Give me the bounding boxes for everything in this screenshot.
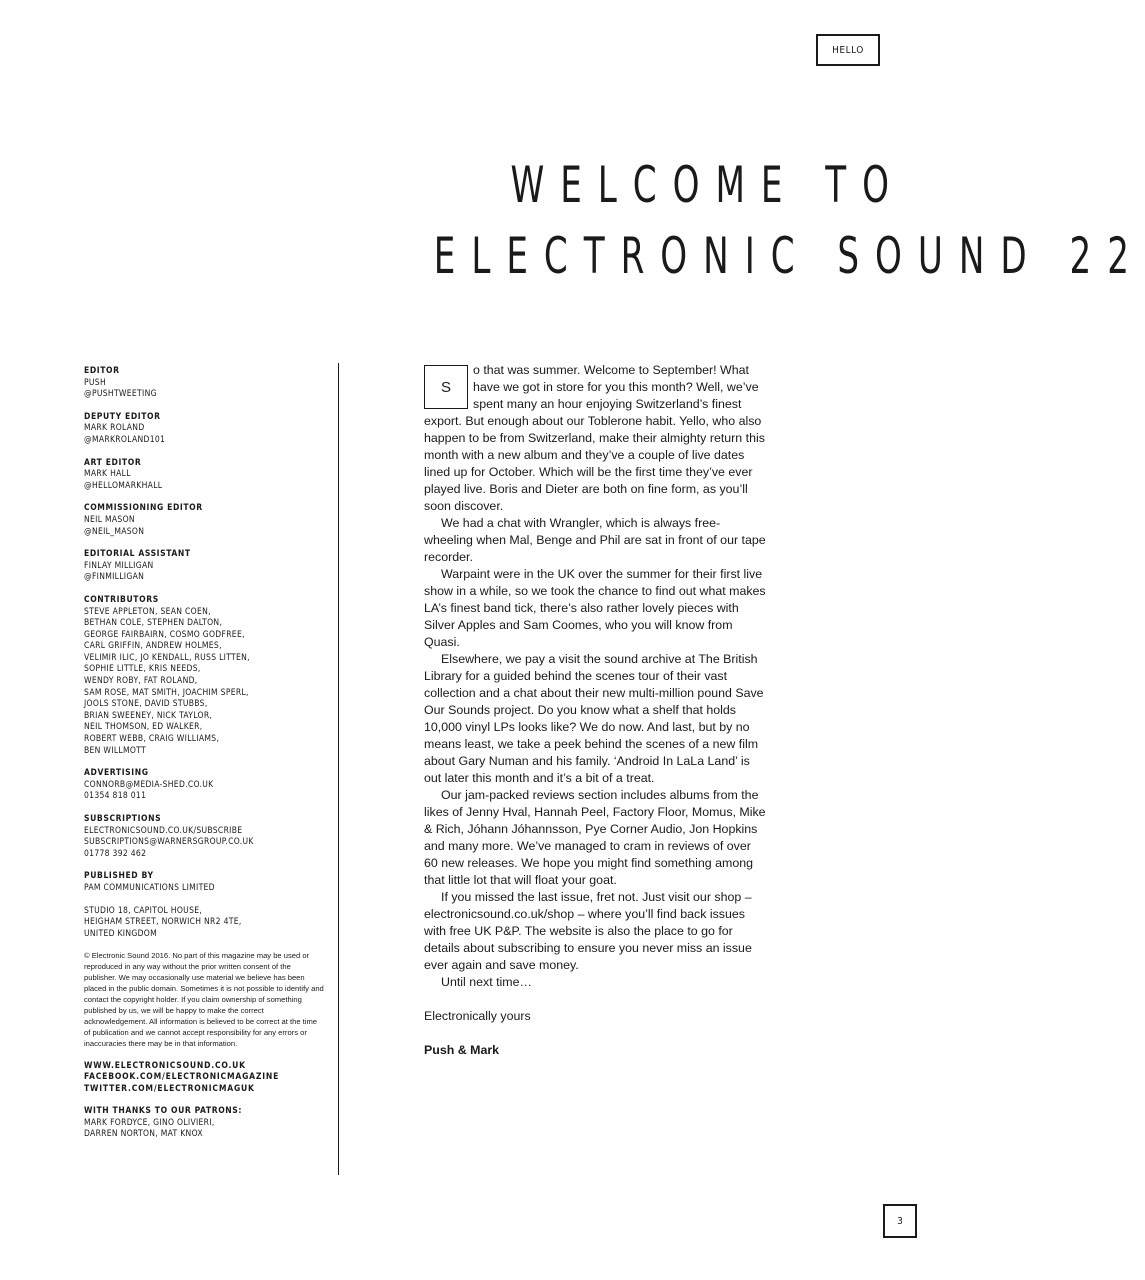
article-paragraph: Until next time… (441, 975, 532, 989)
page-title-line-2: ELECTRONIC SOUND 22 (433, 227, 1145, 285)
article-paragraph: Our jam-packed reviews section includes albums from the likes of Jenny Hval, Hannah Peel, Factory Floor, Momus, Mike & Rich, Jóhann Jóhannsson, Pye Corner Audio, Jon Hopkins and many more. We’ve managed to cram in reviews of over 60 new releases. We hope you might find something among that little lot that will float your goat. (424, 788, 766, 887)
page-title-line-1: WELCOME TO (510, 156, 905, 214)
credit-line: FINLAY MILLIGAN (84, 560, 154, 571)
article-paragraph: o that was summer. Welcome to September! What have we got in store for you this month? Well, we’ve spent many an hour enjoying Switzerland’s finest export. But enough about our Toblerone habit. Yello, who also happen to be from Switzerland, make their almighty return this month with a new album and they’ve a couple of live dates lined up for October. Which will be the first time they’ve ever played live. Boris and Dieter are both on fine form, as you’ll soon discover. (424, 363, 765, 513)
credit-line: NEIL MASON (84, 514, 135, 525)
section-tag: HELLO (816, 34, 880, 66)
credit-line: BEN WILLMOTT (84, 745, 146, 756)
credit-contributors (84, 595, 324, 757)
credit-advertising (84, 768, 324, 803)
credit-line: MARK FORDYCE, GINO OLIVIERI, (84, 1117, 215, 1128)
publisher-address (84, 906, 324, 941)
credit-line: 01354 818 011 (84, 791, 147, 802)
credit-art-editor (84, 458, 324, 493)
credit-line: MARK HALL (84, 469, 131, 480)
drop-cap: S (424, 365, 468, 409)
address-line: HEIGHAM STREET, NORWICH NR2 4TE, (84, 917, 242, 928)
credit-published-by (84, 871, 324, 894)
credit-line: DARREN NORTON, MAT KNOX (84, 1129, 203, 1140)
page-title (433, 150, 1145, 292)
credit-line: @MARKROLAND101 (84, 434, 166, 445)
address-line: UNITED KINGDOM (84, 928, 158, 939)
page-number: 3 (883, 1204, 917, 1238)
credit-editorial-assistant (84, 549, 324, 584)
credit-line: PAM COMMUNICATIONS LIMITED (84, 882, 215, 893)
credit-line: @NEIL_MASON (84, 526, 145, 537)
credit-role: COMMISSIONING EDITOR (84, 503, 203, 514)
credit-line: GEORGE FAIRBAIRN, COSMO GODFREE, (84, 629, 245, 640)
credit-commissioning-editor (84, 503, 324, 538)
credit-role: ART EDITOR (84, 457, 142, 468)
credit-line: MARK ROLAND (84, 423, 145, 434)
credit-subscriptions (84, 814, 324, 860)
credit-patrons (84, 1106, 324, 1141)
credit-role: WITH THANKS TO OUR PATRONS: (84, 1106, 243, 1117)
credit-line: WENDY ROBY, FAT ROLAND, (84, 676, 198, 687)
article-paragraph: Elsewhere, we pay a visit the sound archive at The British Library for a guided behind the scenes tour of their vast collection and a chat about their new multi-million pound Save Our Sounds project. Do you know what a shelf that holds 10,000 vinyl LPs looks like? We do now. And last, but by no means least, we take a peek behind the scenes of a new film about Gary Numan and his family. ‘Android In LaLa Land’ is out later this month and it’s a bit of a treat. (424, 652, 764, 785)
article-paragraph: We had a chat with Wrangler, which is always free-wheeling when Mal, Benge and Phil are sat in front of our tape recorder. (424, 516, 766, 564)
credit-editor (84, 366, 324, 401)
credit-role: CONTRIBUTORS (84, 594, 159, 605)
credit-line: JOOLS STONE, DAVID STUBBS, (84, 699, 208, 710)
credit-line: STEVE APPLETON, SEAN COEN, (84, 606, 211, 617)
credit-line: VELIMIR ILIC, JO KENDALL, RUSS LITTEN, (84, 652, 250, 663)
article-paragraph: Warpaint were in the UK over the summer for their first live show in a while, so we took the chance to find out what makes LA’s finest band tick, there’s also rather lovely pieces with Silver Apples and Sam Coomes, who you will know from Quasi. (424, 567, 766, 649)
website-link[interactable]: WWW.ELECTRONICSOUND.CO.UK (84, 1060, 246, 1071)
address-line: STUDIO 18, CAPITOL HOUSE, (84, 905, 203, 916)
article-paragraph: If you missed the last issue, fret not. Just visit our shop – electronicsound.co.uk/shop – where you’ll find back issues with free UK P&P. The website is also the place to go for details about subscribing to ensure you never miss an issue ever again and save money. (424, 890, 752, 972)
credit-role: SUBSCRIPTIONS (84, 814, 162, 824)
credit-role: ADVERTISING (84, 768, 149, 779)
credit-line: NEIL THOMSON, ED WALKER, (84, 722, 203, 733)
credit-role: DEPUTY EDITOR (84, 411, 161, 422)
credit-deputy-editor (84, 412, 324, 447)
credit-line: SAM ROSE, MAT SMITH, JOACHIM SPERL, (84, 687, 249, 698)
editorial-article (424, 362, 766, 1059)
column-divider (338, 363, 339, 1175)
credit-line: ROBERT WEBB, CRAIG WILLIAMS, (84, 734, 220, 745)
legal-notice: © Electronic Sound 2016. No part of this magazine may be used or reproduced in any way without the prior written consent of the publisher. We may occasionally use material we believe has been placed in the public domain. Sometimes it is not possible to identify and contact the copyright holder. If you claim ownership of something published by us, we will be happy to make the correct acknowledgement. All information is believed to be correct at the time of publication and we cannot accept responsibility for any errors or inaccuracies there may be in that information. (84, 951, 324, 1048)
credit-role: EDITOR (84, 366, 120, 376)
closing-line: Electronically yours (424, 1009, 531, 1023)
credit-line: PUSH (84, 377, 107, 388)
signoff: Push & Mark (424, 1043, 500, 1057)
credit-line: BETHAN COLE, STEPHEN DALTON, (84, 618, 223, 629)
facebook-link[interactable]: FACEBOOK.COM/ELECTRONICMAGAZINE (84, 1072, 280, 1083)
credit-line: @FINMILLIGAN (84, 572, 145, 583)
credit-role: PUBLISHED BY (84, 871, 154, 882)
credit-line: 01778 392 462 (84, 848, 147, 859)
credit-role: EDITORIAL ASSISTANT (84, 549, 191, 560)
credit-line: CONNORB@MEDIA-SHED.CO.UK (84, 779, 214, 790)
twitter-link[interactable]: TWITTER.COM/ELECTRONICMAGUK (84, 1083, 255, 1094)
web-links (84, 1061, 324, 1096)
masthead (84, 366, 324, 1152)
credit-line: CARL GRIFFIN, ANDREW HOLMES, (84, 641, 222, 652)
credit-line: BRIAN SWEENEY, NICK TAYLOR, (84, 710, 213, 721)
credit-line: @PUSHTWEETING (84, 389, 157, 400)
credit-line: SOPHIE LITTLE, KRIS NEEDS, (84, 664, 201, 675)
credit-line: @HELLOMARKHALL (84, 480, 163, 491)
credit-line: SUBSCRIPTIONS@WARNERSGROUP.CO.UK (84, 837, 254, 848)
credit-line: ELECTRONICSOUND.CO.UK/SUBSCRIBE (84, 825, 243, 836)
